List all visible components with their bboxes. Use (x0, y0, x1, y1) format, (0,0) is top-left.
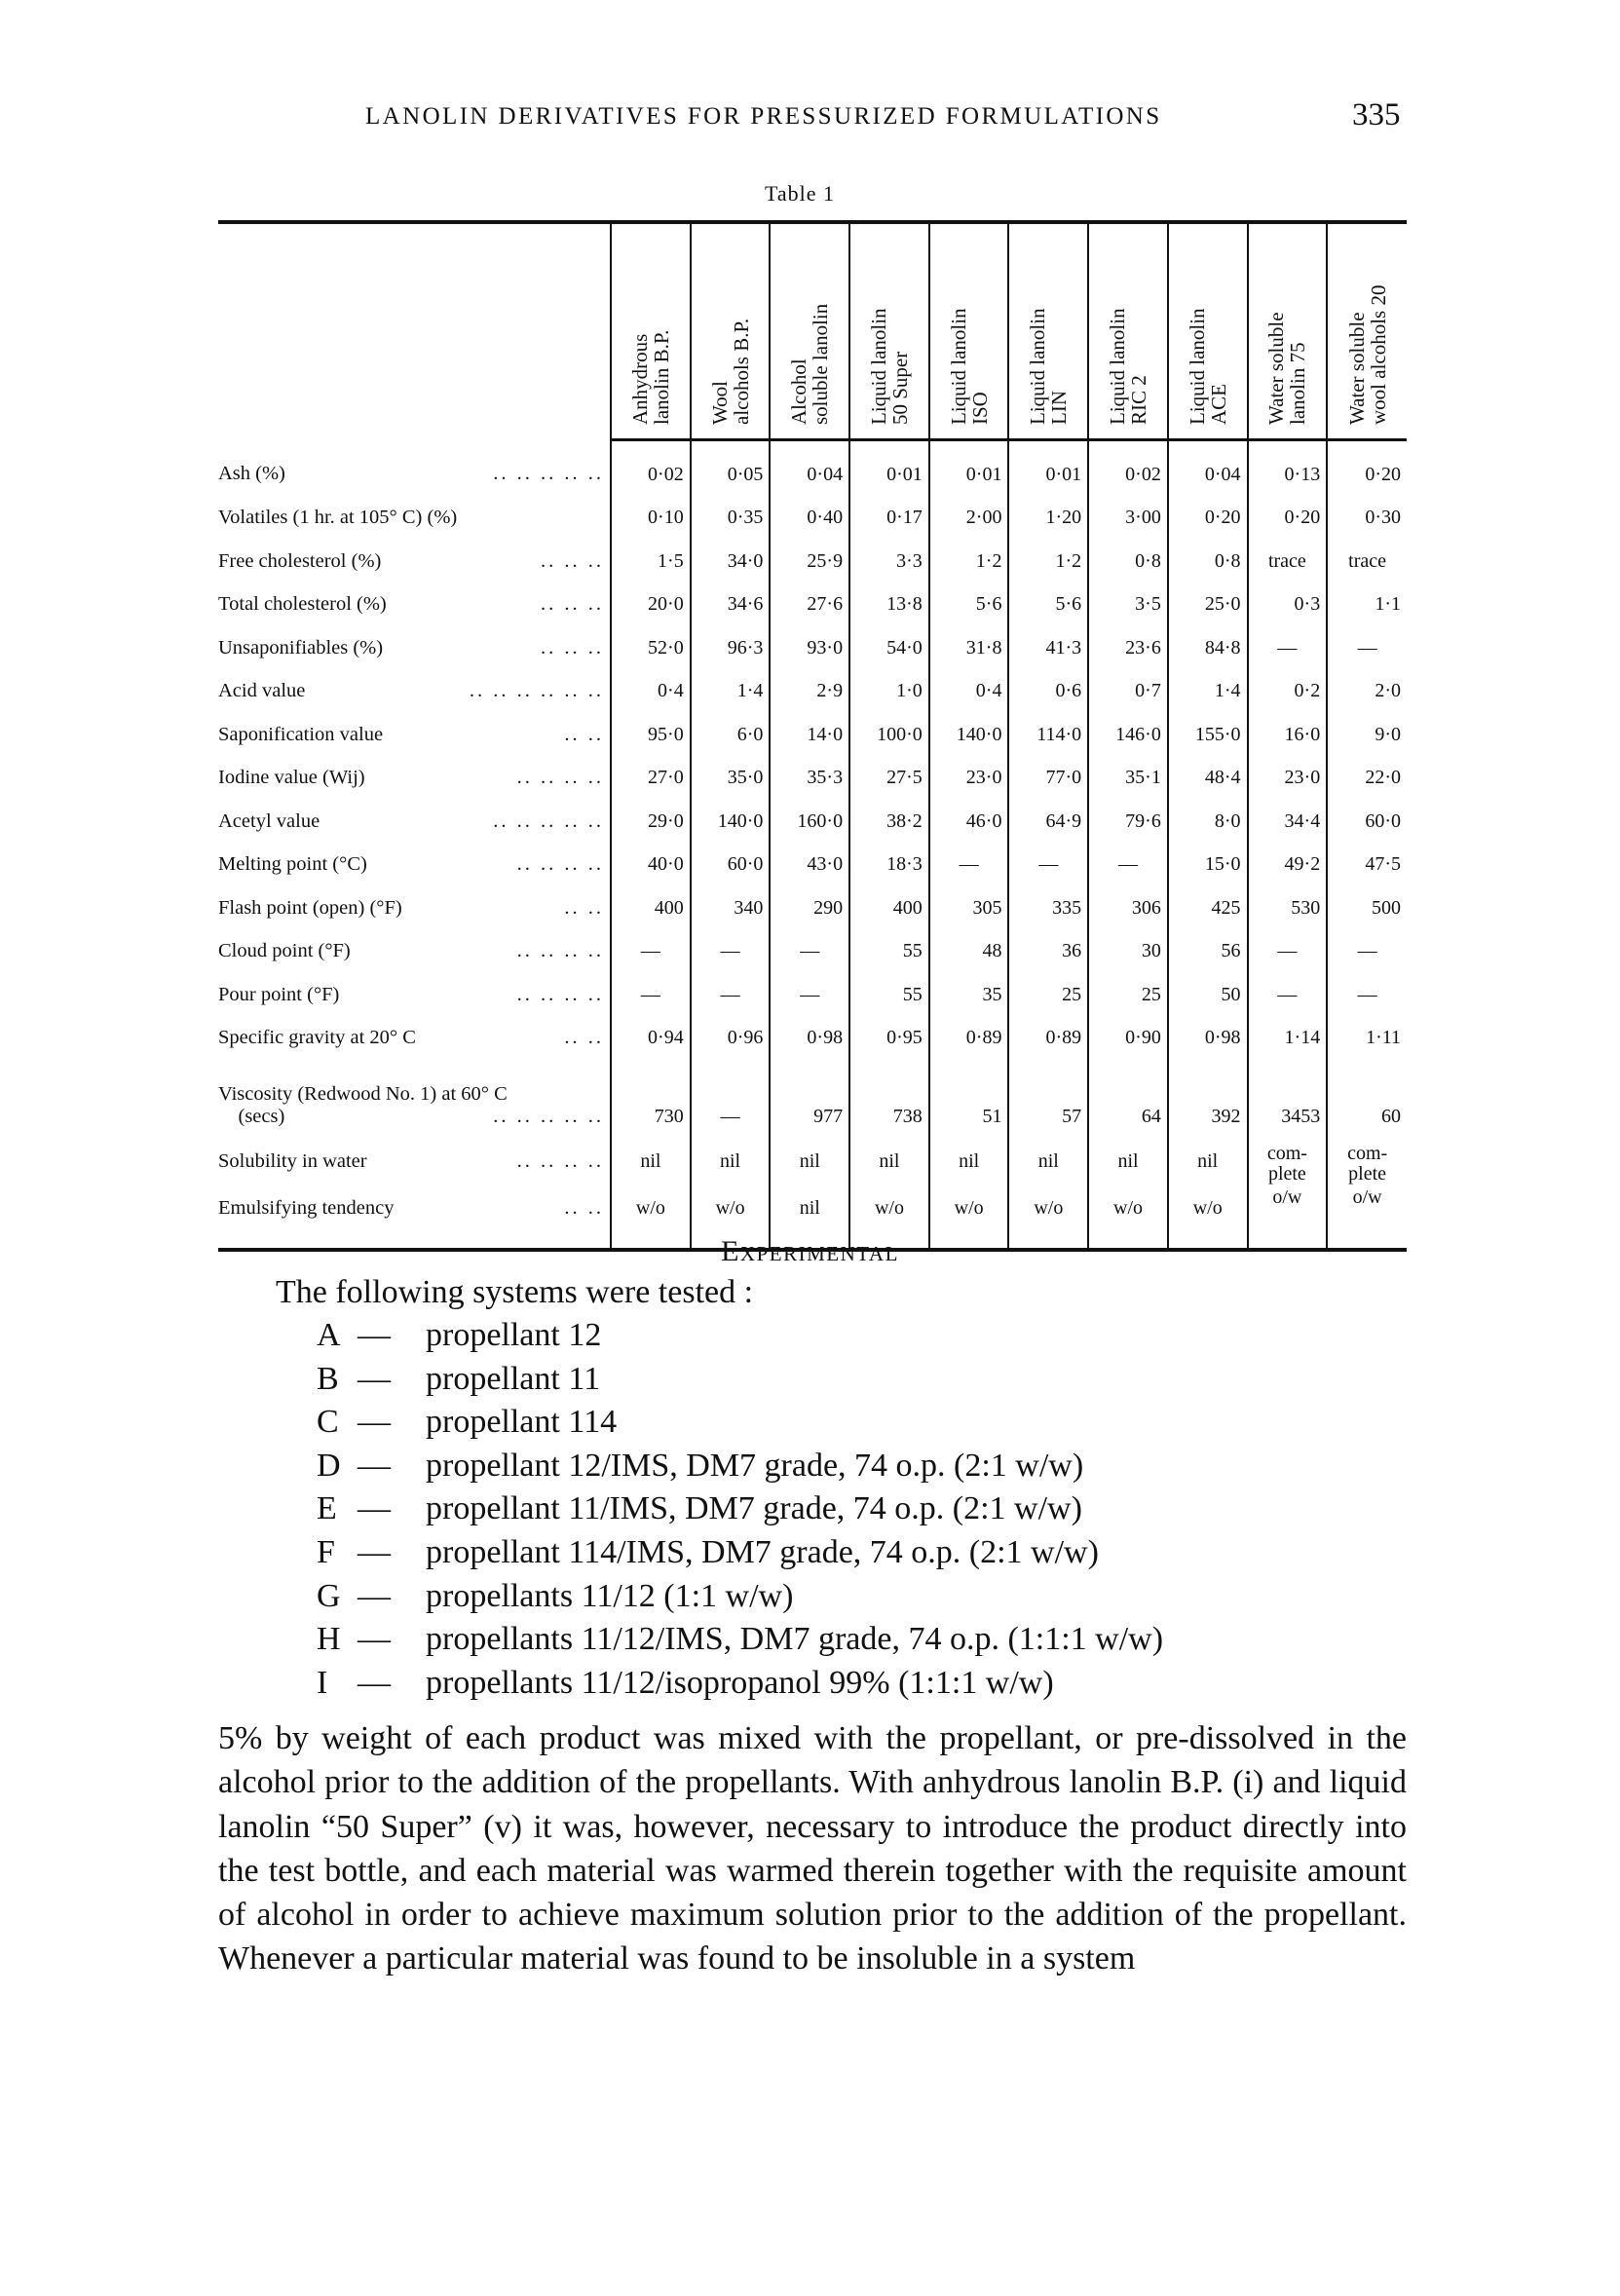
table-cell: — (611, 973, 691, 1017)
system-text: propellant 11/IMS, DM7 grade, 74 o.p. (2:1 w/w) (426, 1490, 1082, 1527)
row-label-text: Viscosity (Redwood No. 1) at 60° C (secs) (218, 1083, 508, 1127)
table-cell: 23·0 (929, 757, 1009, 801)
table-cell: 0·4 (929, 670, 1009, 714)
table-cell: 335 (1008, 886, 1088, 930)
table-cell: w/o (929, 1187, 1009, 1251)
table-cell: 0·20 (1168, 497, 1248, 541)
table-cell: trace (1327, 540, 1407, 583)
table-cell: 20·0 (611, 583, 691, 627)
table-cell: 35·1 (1088, 757, 1168, 801)
table-row (218, 757, 1407, 801)
dot-leader: .. .. .. .. (516, 853, 605, 876)
table-cell: 0·04 (1168, 440, 1248, 497)
table-cell: 2·00 (929, 497, 1009, 541)
column-header-text: Liquid lanolin ISO (946, 308, 992, 425)
table-cell: — (691, 1060, 771, 1136)
table-cell: 34·0 (691, 540, 771, 583)
table-cell: 0·96 (691, 1017, 771, 1061)
table-cell: 51 (929, 1060, 1009, 1136)
table-cell: — (1327, 930, 1407, 974)
table-cell: 96·3 (691, 626, 771, 670)
row-label-text: Emulsifying tendency (218, 1197, 395, 1220)
table-cell: 0·30 (1327, 497, 1407, 541)
system-key: G (317, 1577, 341, 1614)
dot-leader: .. .. (564, 1197, 605, 1220)
table-cell: o/w (1327, 1187, 1407, 1251)
table-cell: 56 (1168, 930, 1248, 974)
row-label (218, 844, 611, 887)
table-cell: 730 (611, 1060, 691, 1136)
page-number: 335 (1352, 97, 1401, 132)
table-cell: 64 (1088, 1060, 1168, 1136)
system-text: propellants 11/12/isopropanol 99% (1:1:1 w/w) (426, 1664, 1054, 1701)
table-cell: 15·0 (1168, 844, 1248, 887)
table-cell: 1·11 (1327, 1017, 1407, 1061)
row-label-text: Solubility in water (218, 1149, 367, 1172)
dot-leader: .. .. .. .. (516, 983, 605, 1005)
dot-leader: .. .. .. (541, 636, 605, 659)
table-cell: 155·0 (1168, 713, 1248, 757)
system-item (317, 1665, 1054, 1702)
table-cell: 35·3 (770, 757, 849, 801)
table-cell: 1·2 (1008, 540, 1088, 583)
table-row (218, 930, 1407, 974)
table-cell: 30 (1088, 930, 1168, 974)
table-cell: 43·0 (770, 844, 849, 887)
row-label (218, 713, 611, 757)
table-cell: 2·0 (1327, 670, 1407, 714)
table-cell: w/o (691, 1187, 771, 1251)
table-cell: 22·0 (1327, 757, 1407, 801)
table-cell: w/o (849, 1187, 929, 1251)
table-cell: 0·13 (1248, 440, 1328, 497)
system-item (317, 1578, 793, 1615)
row-label-text: Flash point (open) (°F) (218, 896, 402, 919)
table-cell: nil (770, 1136, 849, 1187)
table-cell: 60 (1327, 1060, 1407, 1136)
table-row (218, 540, 1407, 583)
row-label (218, 1017, 611, 1061)
system-dash: — (358, 1664, 391, 1701)
row-label-text: Pour point (°F) (218, 983, 340, 1005)
table-row (218, 626, 1407, 670)
table-cell: — (1008, 844, 1088, 887)
row-label (218, 886, 611, 930)
column-header-text: Liquid lanolin RIC 2 (1106, 308, 1150, 425)
table-cell: 27·0 (611, 757, 691, 801)
system-key: I (317, 1664, 328, 1701)
table-cell: 49·2 (1248, 844, 1328, 887)
table-cell: 38·2 (849, 800, 929, 844)
row-label (218, 497, 611, 541)
table-row (218, 973, 1407, 1017)
table-cell: 0·01 (929, 440, 1009, 497)
system-dash: — (358, 1490, 391, 1527)
table-cell: 0·95 (849, 1017, 929, 1061)
table-cell: 0·20 (1327, 440, 1407, 497)
column-header (611, 222, 691, 440)
table-cell: 977 (770, 1060, 849, 1136)
dot-leader: .. .. .. (541, 549, 605, 572)
dot-leader: .. .. .. .. .. (493, 1106, 605, 1127)
table-cell: 140·0 (929, 713, 1009, 757)
table-cell: 52·0 (611, 626, 691, 670)
column-header (929, 222, 1009, 440)
table-cell: 0·8 (1088, 540, 1168, 583)
row-label (218, 930, 611, 974)
system-key: E (317, 1490, 337, 1527)
column-header (691, 222, 771, 440)
system-key: B (317, 1360, 339, 1397)
dot-leader: .. .. (564, 1027, 605, 1049)
column-header (770, 222, 849, 440)
system-item (317, 1490, 1082, 1527)
table-cell: 0·35 (691, 497, 771, 541)
intro-text: The following systems were tested : (276, 1274, 754, 1310)
table-cell: com- plete (1248, 1136, 1328, 1187)
row-label (218, 973, 611, 1017)
table-cell: 1·0 (849, 670, 929, 714)
dot-leader: .. .. .. .. .. (493, 463, 605, 484)
row-label-text: Unsaponifiables (%) (218, 636, 384, 659)
row-label (218, 626, 611, 670)
table-cell: 0·90 (1088, 1017, 1168, 1061)
table-cell: w/o (1008, 1187, 1088, 1251)
dot-leader: .. .. .. .. .. (493, 809, 605, 832)
table-row (218, 886, 1407, 930)
row-label-text: Cloud point (°F) (218, 940, 351, 962)
row-label-text: Iodine value (Wij) (218, 767, 365, 789)
column-header-text: Water soluble wool alcohols 20 (1344, 284, 1390, 425)
table-cell: 60·0 (1327, 800, 1407, 844)
table-cell: w/o (1168, 1187, 1248, 1251)
table-cell: 64·9 (1008, 800, 1088, 844)
table-cell: 146·0 (1088, 713, 1168, 757)
row-label-text: Total cholesterol (%) (218, 593, 387, 616)
table-cell: 1·1 (1327, 583, 1407, 627)
table-cell: 27·5 (849, 757, 929, 801)
table-cell: 500 (1327, 886, 1407, 930)
system-text: propellants 11/12/IMS, DM7 grade, 74 o.p. (1:1:1 w/w) (426, 1621, 1164, 1658)
row-label (218, 440, 611, 497)
column-header-text: Liquid lanolin ACE (1185, 308, 1230, 425)
table-cell: 392 (1168, 1060, 1248, 1136)
table-cell: 1·2 (929, 540, 1009, 583)
table-cell: 25 (1008, 973, 1088, 1017)
column-header (1088, 222, 1168, 440)
table-cell: 305 (929, 886, 1009, 930)
system-text: propellant 11 (426, 1360, 601, 1397)
column-header (849, 222, 929, 440)
table-cell: 0·89 (929, 1017, 1009, 1061)
table-cell: 0·10 (611, 497, 691, 541)
table-cell: 93·0 (770, 626, 849, 670)
table-row (218, 497, 1407, 541)
system-key: A (317, 1317, 341, 1353)
row-label-text: Specific gravity at 20° C (218, 1027, 416, 1049)
system-text: propellant 114 (426, 1404, 618, 1441)
system-item (317, 1361, 600, 1398)
system-key: C (317, 1404, 339, 1441)
table-cell: 0·40 (770, 497, 849, 541)
table-cell: 84·8 (1168, 626, 1248, 670)
table-cell: trace (1248, 540, 1328, 583)
dot-leader: .. .. (564, 723, 605, 745)
table-cell: 0·01 (849, 440, 929, 497)
corner-cell (218, 222, 611, 440)
table-cell: 50 (1168, 973, 1248, 1017)
table-cell: nil (691, 1136, 771, 1187)
system-item (317, 1534, 1099, 1571)
table-cell: 0·94 (611, 1017, 691, 1061)
system-item (317, 1404, 617, 1441)
table-cell: 340 (691, 886, 771, 930)
table-cell: 46·0 (929, 800, 1009, 844)
table-cell: 77·0 (1008, 757, 1088, 801)
table-cell: 0·98 (1168, 1017, 1248, 1061)
table-cell: 5·6 (929, 583, 1009, 627)
body-paragraph: 5% by weight of each product was mixed with the propellant, or pre-dissolved in the alcohol prior to the addition of the propellants. With anhydrous lanolin B.P. (i) and liquid lanolin “50 Super” (v) it was, however, necessary to introduce the product directly into the test bottle, and each material was warmed therein together with the requisite amount of alcohol in order to achieve maximum solution prior to the addition of the propellant. Whenever a particular material was found to be insoluble in a system (218, 1720, 1407, 1977)
row-label (218, 800, 611, 844)
table-cell: 25·0 (1168, 583, 1248, 627)
table-cell: 23·0 (1248, 757, 1328, 801)
table-cell: — (1248, 930, 1328, 974)
table-cell: — (1327, 973, 1407, 1017)
table-cell: 18·3 (849, 844, 929, 887)
dot-leader: .. .. (564, 896, 605, 919)
system-dash: — (358, 1404, 391, 1441)
row-label (218, 1060, 611, 1136)
row-label-text: Acetyl value (218, 809, 320, 832)
table-cell: 41·3 (1008, 626, 1088, 670)
system-item (317, 1621, 1163, 1658)
column-header (1168, 222, 1248, 440)
table-cell: 23·6 (1088, 626, 1168, 670)
table-cell: nil (929, 1136, 1009, 1187)
table-cell: 14·0 (770, 713, 849, 757)
table-cell: w/o (611, 1187, 691, 1251)
table-cell: — (611, 930, 691, 974)
row-label-text: Melting point (°C) (218, 853, 367, 876)
table-cell: 6·0 (691, 713, 771, 757)
table-cell: nil (1088, 1136, 1168, 1187)
table-cell: 16·0 (1248, 713, 1328, 757)
table-cell: 0·2 (1248, 670, 1328, 714)
system-key: D (317, 1447, 341, 1484)
table-row (218, 844, 1407, 887)
table-row (218, 1136, 1407, 1187)
table-cell: 13·8 (849, 583, 929, 627)
table-cell: 34·4 (1248, 800, 1328, 844)
table-cell: 25 (1088, 973, 1168, 1017)
column-header-text: Water soluble lanolin 75 (1264, 312, 1310, 425)
table-cell: 3453 (1248, 1060, 1328, 1136)
row-label (218, 757, 611, 801)
properties-table (218, 220, 1407, 1252)
system-dash: — (358, 1621, 391, 1658)
table-cell: 1·4 (691, 670, 771, 714)
row-label-text: Saponification value (218, 723, 384, 745)
table-cell: 1·20 (1008, 497, 1088, 541)
table-cell: — (1248, 626, 1328, 670)
row-label (218, 670, 611, 714)
table-cell: 3·00 (1088, 497, 1168, 541)
table-cell: 100·0 (849, 713, 929, 757)
system-dash: — (358, 1447, 391, 1484)
table-cell: com- plete (1327, 1136, 1407, 1187)
system-key: F (317, 1534, 335, 1570)
row-label-text: Free cholesterol (%) (218, 549, 382, 572)
table-cell: 35 (929, 973, 1009, 1017)
table-cell: — (1327, 626, 1407, 670)
table-cell: 160·0 (770, 800, 849, 844)
table-cell: 36 (1008, 930, 1088, 974)
table-cell: 54·0 (849, 626, 929, 670)
table-cell: nil (611, 1136, 691, 1187)
column-header-text: Liquid lanolin 50 Super (866, 308, 912, 425)
dot-leader: .. .. .. .. (516, 940, 605, 962)
table-cell: 0·6 (1008, 670, 1088, 714)
table-cell: 1·14 (1248, 1017, 1328, 1061)
table-cell: 140·0 (691, 800, 771, 844)
table-cell: 29·0 (611, 800, 691, 844)
system-text: propellant 12/IMS, DM7 grade, 74 o.p. (2:1 w/w) (426, 1447, 1084, 1484)
table-cell: 114·0 (1008, 713, 1088, 757)
table-cell: — (691, 973, 771, 1017)
table-cell: — (770, 973, 849, 1017)
table-row (218, 440, 1407, 497)
system-text: propellants 11/12 (1:1 w/w) (426, 1577, 794, 1614)
table-cell: 0·17 (849, 497, 929, 541)
table-cell: 0·02 (611, 440, 691, 497)
table-cell: 400 (611, 886, 691, 930)
table-cell: 0·01 (1008, 440, 1088, 497)
table-caption: Table 1 (765, 181, 836, 206)
table-cell: 55 (849, 930, 929, 974)
column-header-text: Alcohol soluble lanolin (787, 303, 833, 425)
dot-leader: .. .. .. .. (516, 1149, 605, 1172)
table-cell: 2·9 (770, 670, 849, 714)
system-item (317, 1448, 1083, 1485)
system-dash: — (358, 1360, 391, 1397)
table-cell: 738 (849, 1060, 929, 1136)
system-text: propellant 114/IMS, DM7 grade, 74 o.p. (2:1 w/w) (426, 1534, 1099, 1570)
table-cell: 0·7 (1088, 670, 1168, 714)
table-cell: — (691, 930, 771, 974)
system-item (317, 1317, 601, 1354)
table-cell: nil (849, 1136, 929, 1187)
table-cell: 55 (849, 973, 929, 1017)
column-header (1248, 222, 1328, 440)
row-label (218, 583, 611, 627)
table-cell: 3·3 (849, 540, 929, 583)
table-cell: 0·20 (1248, 497, 1328, 541)
table-cell: — (1248, 973, 1328, 1017)
column-header (1327, 222, 1407, 440)
table-cell: 400 (849, 886, 929, 930)
row-label-text: Acid value (218, 680, 306, 702)
column-header (1008, 222, 1088, 440)
section-heading: Experimental (721, 1235, 899, 1267)
table-cell: 60·0 (691, 844, 771, 887)
table-cell: 1·4 (1168, 670, 1248, 714)
table-cell: 25·9 (770, 540, 849, 583)
system-dash: — (358, 1317, 391, 1353)
row-label-text: Volatiles (1 hr. at 105° C) (%) (218, 507, 458, 529)
row-label (218, 540, 611, 583)
table-cell: 0·89 (1008, 1017, 1088, 1061)
table-cell: 0·04 (770, 440, 849, 497)
table-cell: w/o (1088, 1187, 1168, 1251)
table-cell: 1·5 (611, 540, 691, 583)
table-row (218, 670, 1407, 714)
system-dash: — (358, 1534, 391, 1570)
dot-leader: .. .. .. .. .. .. (469, 680, 605, 702)
table-cell: 0·02 (1088, 440, 1168, 497)
table-cell: 5·6 (1008, 583, 1088, 627)
table-cell: 31·8 (929, 626, 1009, 670)
table-cell: — (929, 844, 1009, 887)
system-text: propellant 12 (426, 1317, 602, 1353)
table-row (218, 1060, 1407, 1136)
table-cell: 35·0 (691, 757, 771, 801)
table-cell: 48 (929, 930, 1009, 974)
table-row (218, 800, 1407, 844)
table-cell: 34·6 (691, 583, 771, 627)
dot-leader: .. .. .. .. (516, 767, 605, 789)
table-cell: 0·3 (1248, 583, 1328, 627)
table-cell: 48·4 (1168, 757, 1248, 801)
table-cell: 3·5 (1088, 583, 1168, 627)
table-cell: 8·0 (1168, 800, 1248, 844)
table-cell: 47·5 (1327, 844, 1407, 887)
column-header-text: Liquid lanolin LIN (1026, 308, 1072, 425)
row-label-text: Ash (%) (218, 463, 285, 484)
system-key: H (317, 1621, 341, 1658)
table-cell: 0·98 (770, 1017, 849, 1061)
table-cell: 79·6 (1088, 800, 1168, 844)
table-row (218, 1017, 1407, 1061)
table-cell: 290 (770, 886, 849, 930)
dot-leader: .. .. .. (541, 593, 605, 616)
table-cell: o/w (1248, 1187, 1328, 1251)
table-cell: nil (1008, 1136, 1088, 1187)
table-cell: 40·0 (611, 844, 691, 887)
row-label (218, 1136, 611, 1187)
table-cell: 27·6 (770, 583, 849, 627)
column-header-text: Wool alcohols B.P. (707, 318, 753, 425)
table-cell: nil (770, 1187, 849, 1251)
table-row (218, 583, 1407, 627)
table-cell: 95·0 (611, 713, 691, 757)
table-cell: 57 (1008, 1060, 1088, 1136)
table-cell: — (1088, 844, 1168, 887)
table-row (218, 713, 1407, 757)
column-header-text: Anhydrous lanolin B.P. (627, 329, 673, 425)
table-cell: 530 (1248, 886, 1328, 930)
table-cell: 0·05 (691, 440, 771, 497)
system-dash: — (358, 1577, 391, 1614)
table-cell: 425 (1168, 886, 1248, 930)
table-cell: 9·0 (1327, 713, 1407, 757)
table-cell: — (770, 930, 849, 974)
table-cell: nil (1168, 1136, 1248, 1187)
running-title: LANOLIN DERIVATIVES FOR PRESSURIZED FORMULATIONS (365, 103, 1162, 130)
table-cell: 0·8 (1168, 540, 1248, 583)
table-cell: 306 (1088, 886, 1168, 930)
table-cell: 0·4 (611, 670, 691, 714)
